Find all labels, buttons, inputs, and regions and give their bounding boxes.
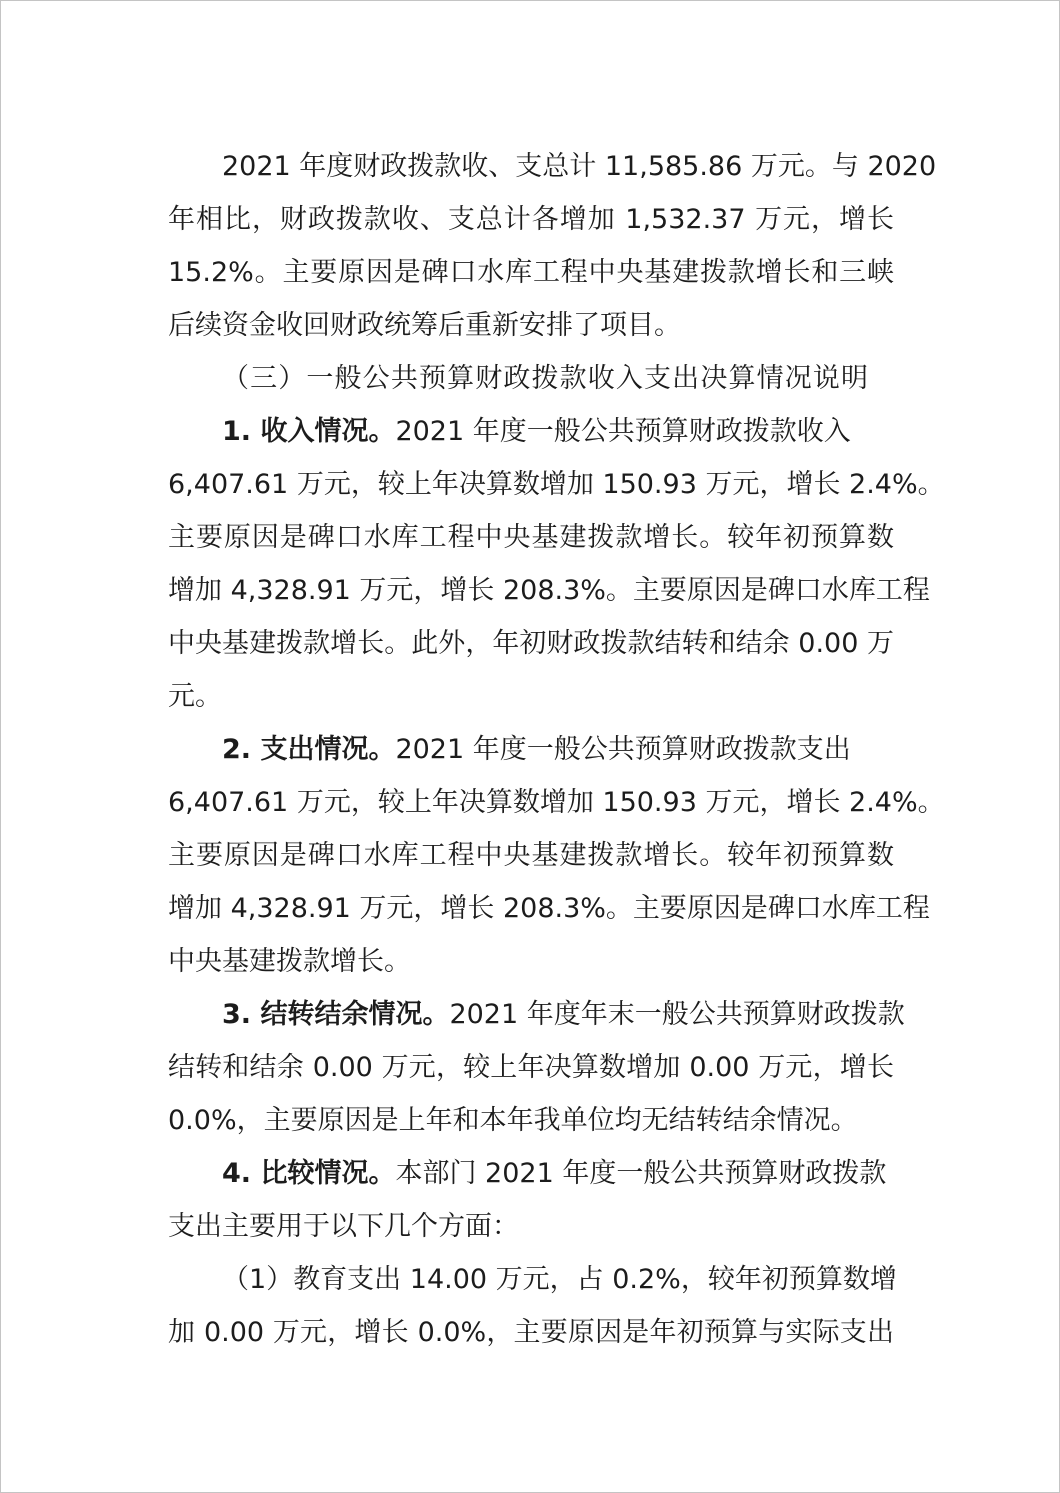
section-heading: （三）一般公共预算财政拨款收入支出决算情况说明	[222, 363, 868, 394]
item-title-income: 1. 收入情况。	[222, 416, 396, 447]
paragraph-line: 加 0.00 万元，增长 0.0%，主要原因是年初预算与实际支出	[168, 1317, 894, 1348]
paragraph-line	[222, 730, 851, 770]
paragraph-line: 15.2%。主要原因是碑口水库工程中央基建拨款增长和三峡	[168, 257, 894, 288]
paragraph-line: 中央基建拨款增长。	[168, 946, 411, 977]
item-text: 2021 年度一般公共预算财政拨款收入	[395, 416, 851, 447]
paragraph-line: 主要原因是碑口水库工程中央基建拨款增长。较年初预算数	[168, 840, 894, 871]
item-title-expenditure: 2. 支出情况。	[222, 734, 396, 765]
item-text: 2021 年度年末一般公共预算财政拨款	[449, 999, 905, 1030]
paragraph-line: 2021 年度财政拨款收、支总计 11,585.86 万元。与 2020	[222, 151, 937, 182]
paragraph-line: 支出主要用于以下几个方面：	[168, 1211, 519, 1242]
paragraph-line: 主要原因是碑口水库工程中央基建拨款增长。较年初预算数	[168, 522, 894, 553]
item-text: 2021 年度一般公共预算财政拨款支出	[395, 734, 851, 765]
paragraph-line: 后续资金收回财政统筹后重新安排了项目。	[168, 310, 681, 341]
paragraph-line: 6,407.61 万元，较上年决算数增加 150.93 万元，增长 2.4%。	[168, 787, 945, 818]
paragraph-line: 结转和结余 0.00 万元，较上年决算数增加 0.00 万元，增长	[168, 1052, 894, 1083]
paragraph-line	[222, 412, 851, 452]
paragraph-line	[222, 995, 905, 1035]
item-title-comparison: 4. 比较情况。	[222, 1158, 396, 1189]
item-text: 本部门 2021 年度一般公共预算财政拨款	[395, 1158, 887, 1189]
paragraph-line: 增加 4,328.91 万元，增长 208.3%。主要原因是碑口水库工程	[168, 575, 930, 606]
paragraph-line: （1）教育支出 14.00 万元，占 0.2%，较年初预算数增	[222, 1264, 897, 1295]
paragraph-line: 元。	[168, 681, 222, 712]
paragraph-line: 增加 4,328.91 万元，增长 208.3%。主要原因是碑口水库工程	[168, 893, 930, 924]
paragraph-line: 0.0%，主要原因是上年和本年我单位均无结转结余情况。	[168, 1105, 858, 1136]
paragraph-line	[222, 1154, 886, 1194]
item-title-carryover: 3. 结转结余情况。	[222, 999, 450, 1030]
paragraph-line: 6,407.61 万元，较上年决算数增加 150.93 万元，增长 2.4%。	[168, 469, 945, 500]
paragraph-line: 中央基建拨款增长。此外，年初财政拨款结转和结余 0.00 万	[168, 628, 894, 659]
paragraph-line: 年相比，财政拨款收、支总计各增加 1,532.37 万元，增长	[168, 204, 894, 235]
